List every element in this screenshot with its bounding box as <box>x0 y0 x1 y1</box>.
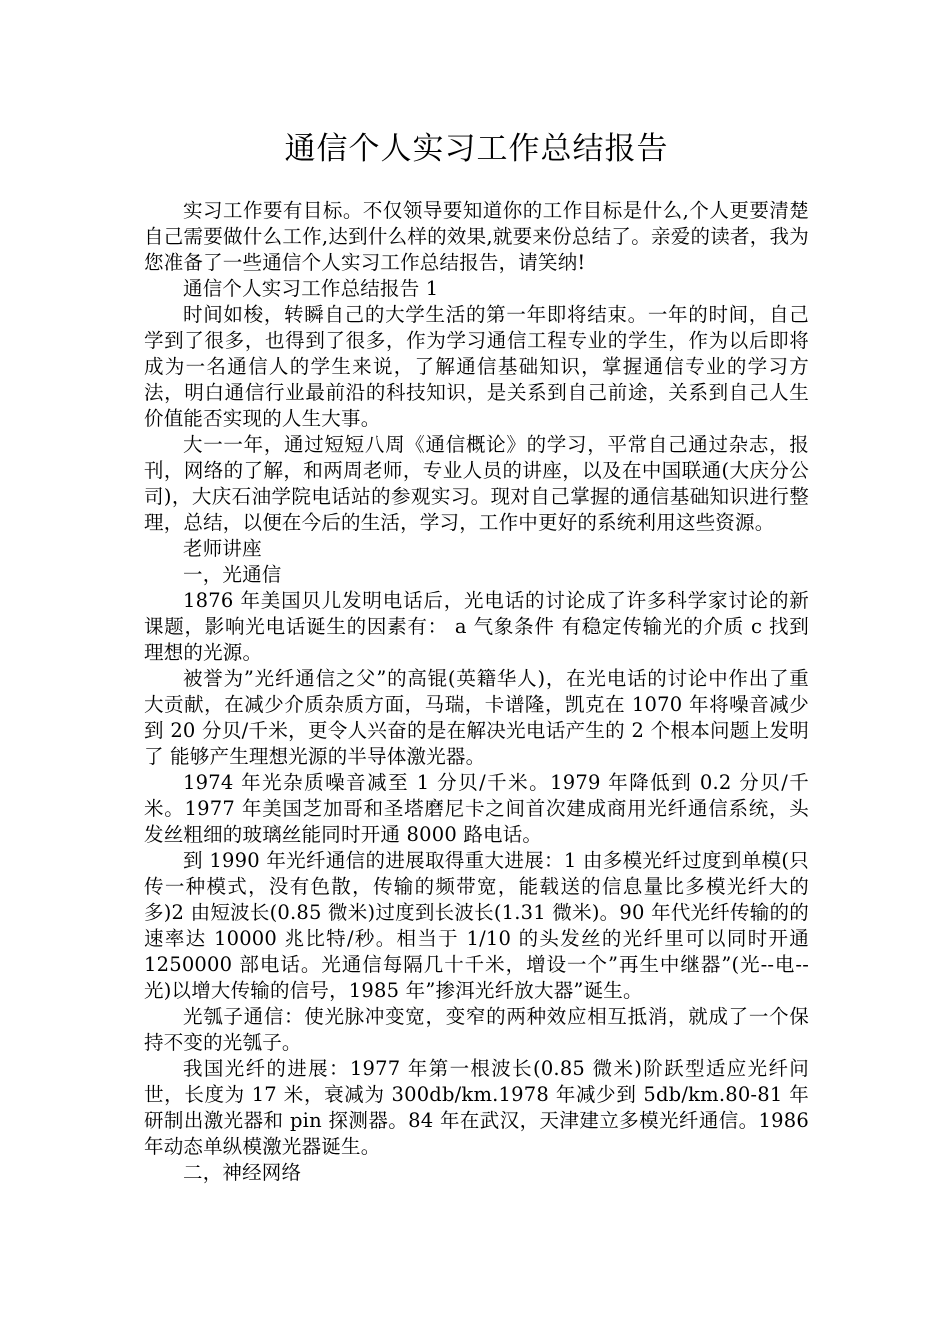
body-paragraph: 光瓠子通信：使光脉冲变宽，变窄的两种效应相互抵消，就成了一个保持不变的光瓠子。 <box>144 1005 809 1054</box>
body-paragraph: 被誉为”光纤通信之父”的高锟(英籍华人)，在光电话的讨论中作出了重大贡献，在减少介质杂质方面，马瑞，卡谱隆，凯克在 1070 年将噪音减少到 20 分贝/千米，更令人兴奋的是在解决光电话产生的 2 个根本问题上发明了 能够产生理想光源的半导体激光器。 <box>144 667 809 768</box>
document-title: 通信个人实习工作总结报告 <box>284 131 669 167</box>
document-body <box>144 198 809 1186</box>
section-heading-report-1: 通信个人实习工作总结报告 1 <box>183 277 439 300</box>
body-paragraph: 大一一年，通过短短八周《通信概论》的学习，平常自己通过杂志，报刊，网络的了解，和两周老师，专业人员的讲座，以及在中国联通(大庆分公司)，大庆石油学院电话站的参观实习。现对自己掌握的通信基础知识进行整理，总结，以便在今后的生活，学习，工作中更好的系统利用这些资源。 <box>144 433 809 534</box>
body-paragraph: 到 1990 年光纤通信的进展取得重大进展：1 由多模光纤过度到单模(只传一种模式，没有色散，传输的频带宽，能载送的信息量比多模光纤大的多)2 由短波长(0.85 微米)过度到长波长(1.31 微米)。90 年代光纤传输的的速率达 10000 兆比特/秒。相当于 1/10 的头发丝的光纤里可以同时开通 1250000 部电话。光通信每隔几十千米，增设一个”再生中继器”(光--电--光)以增大传输的信号，1985 年”掺洱光纤放大器”诞生。 <box>144 849 809 1002</box>
body-paragraph: 时间如梭，转瞬自己的大学生活的第一年即将结束。一年的时间，自己学到了很多，也得到了很多，作为学习通信工程专业的学生，作为以后即将成为一名通信人的学生来说，了解通信基础知识，掌握通信专业的学习方法，明白通信行业最前沿的科技知识，是关系到自己前途，关系到自己人生价值能否实现的人生大事。 <box>144 303 809 430</box>
body-paragraph: 1974 年光杂质噪音减至 1 分贝/千米。1979 年降低到 0.2 分贝/千米。1977 年美国芝加哥和圣塔磨尼卡之间首次建成商用光纤通信系统，头发丝粗细的玻璃丝能同时开通 8000 路电话。 <box>144 771 809 846</box>
section-heading-neural: 二，神经网络 <box>183 1161 302 1184</box>
intro-paragraph: 实习工作要有目标。不仅领导要知道你的工作目标是什么,个人更要清楚自己需要做什么工作,达到什么样的效果,就要来份总结了。亲爱的读者，我为您准备了一些通信个人实习工作总结报告，请笑纳! <box>144 199 809 274</box>
section-heading-optical: 一，光通信 <box>183 563 282 586</box>
section-heading-lecture: 老师讲座 <box>183 537 262 560</box>
body-paragraph: 我国光纤的进展：1977 年第一根波长(0.85 微米)阶跃型适应光纤问世，长度为 17 米，衰减为 300db/km.1978 年减少到 5db/km.80-81 年研制出激光器和 pin 探测器。84 年在武汉，天津建立多模光纤通信。1986 年动态单纵模激光器诞生。 <box>144 1057 809 1158</box>
body-paragraph: 1876 年美国贝儿发明电话后，光电话的讨论成了许多科学家讨论的新课题，影响光电话诞生的因素有： a 气象条件 有稳定传输光的介质 c 找到理想的光源。 <box>144 589 809 664</box>
